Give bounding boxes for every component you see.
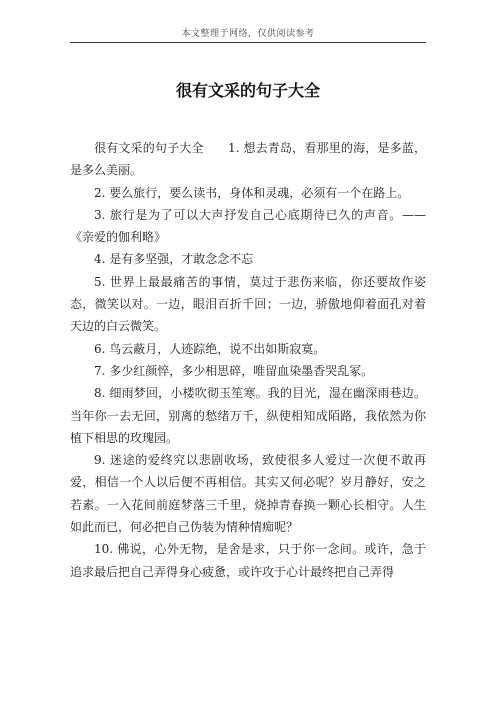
paragraph-3: 3. 旅行是为了可以大声抒发自己心底期待已久的声音。——《亲爱的伽利略》 bbox=[70, 207, 426, 245]
paragraph-8: 8. 细雨梦回，小楼吹彻玉笙寒。我的目光，湿在幽深雨巷边。当年你一去无回，别离的愁绪万千，纵使相知成陌路，我依然为你植下相思的玫瑰园。 bbox=[70, 386, 426, 445]
paragraph-5: 5. 世界上最最痛苦的事情，莫过于悲伤来临，你还要故作姿态，微笑以对。一边，眼泪百折千回；一边，骄傲地仰着面孔对着天边的白云微笑。 bbox=[70, 274, 426, 334]
document-body bbox=[70, 137, 426, 583]
paragraph-10: 10. 佛说，心外无物，是舍是求，只于你一念间。或许，急于追求最后把自己弄得身心疲惫，或许攻于心计最终把自己弄得 bbox=[70, 542, 426, 579]
header-note: 本文整理于网络，仅供阅读参考 bbox=[181, 29, 315, 39]
paragraph-1: 很有文采的句子大全 1. 想去青岛，看那里的海，是多蓝，是多么美丽。 bbox=[70, 141, 426, 178]
paragraph-6: 6. 鸟云蔽月，人迹踪绝，说不出如斯寂寞。 bbox=[94, 341, 326, 356]
paragraph-7: 7. 多少红颜悴，多少相思碎，唯留血染墨香哭乱冢。 bbox=[94, 363, 374, 378]
document-title: 很有文采的句子大全 bbox=[175, 81, 320, 100]
paragraph-2: 2. 要么旅行，要么读书，身体和灵魂，必须有一个在路上。 bbox=[94, 185, 410, 200]
paragraph-9: 9. 迷途的爱终究以悲剧收场，致使很多人爱过一次便不敢再爱，相信一个人以后便不再相信。其实又何必呢？岁月静好，安之若素。一入花间前庭梦落三千里，烧掉青春换一颗心长相守。人生如此而已，何必把自己伪装为情种情痴呢？ bbox=[70, 453, 426, 535]
header-divider bbox=[70, 42, 426, 43]
paragraph-4: 4. 是有多坚强，才敢念念不忘 bbox=[94, 252, 254, 267]
